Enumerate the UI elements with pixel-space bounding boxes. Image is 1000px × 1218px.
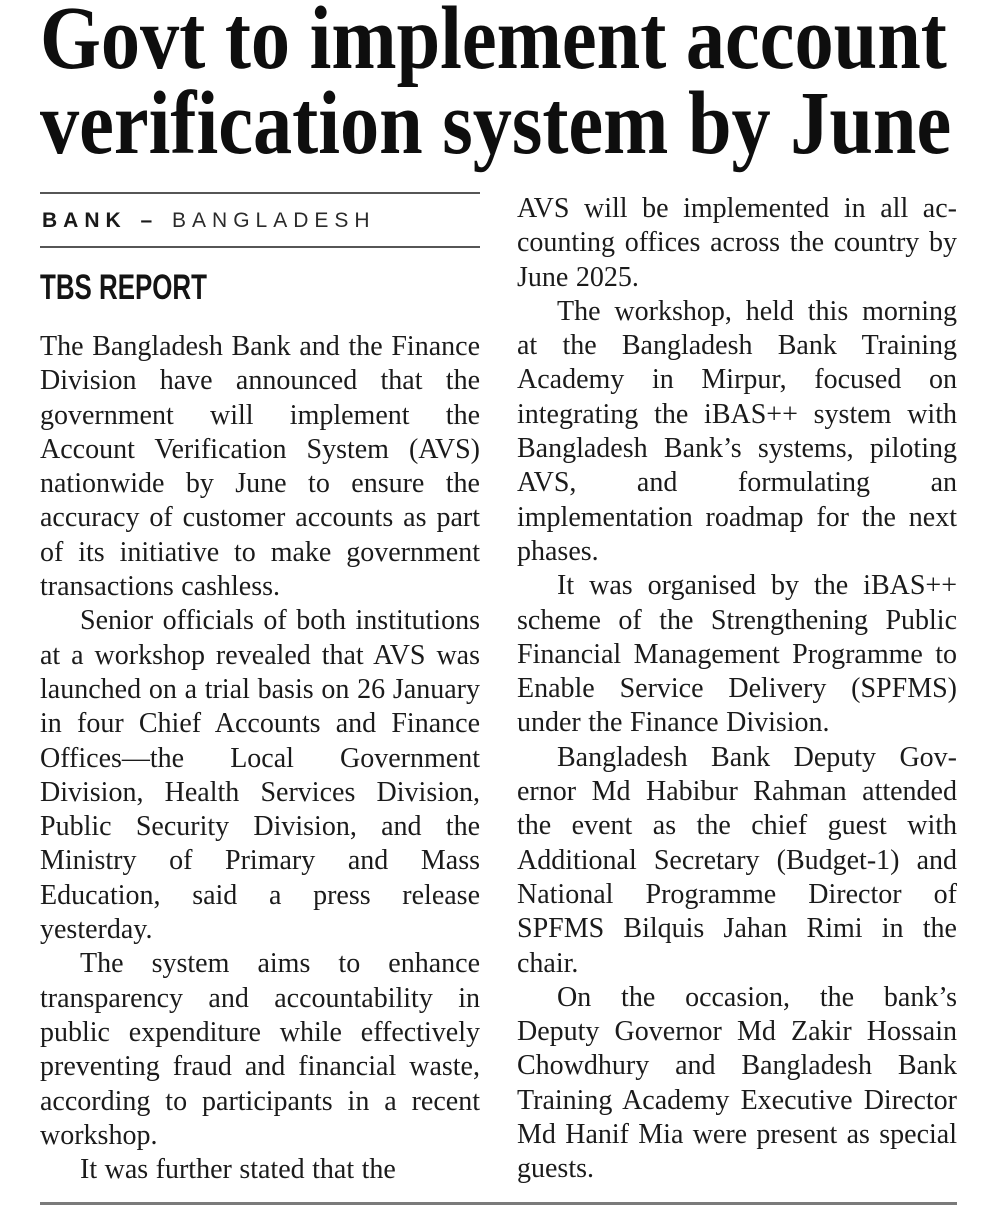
right-column — [517, 192, 957, 1187]
headline-line-2: verification system by June — [40, 74, 952, 173]
kicker-separator: – — [140, 209, 159, 232]
kicker-region-label: BANGLADESH — [172, 209, 376, 232]
kicker — [40, 192, 480, 248]
body-paragraph: AVS will be implemented in all accounting offices across the country by June 2025. — [517, 193, 957, 293]
body-paragraph: Bangladesh Bank Deputy Governor Md Habibur Rahman attended the event as the chief guest with Additional Secretary (Budget-1) and National Programme Director of SPFMS Bilquis Jahan Rimi in the chair. — [517, 741, 957, 979]
article-headline — [40, 0, 957, 172]
left-column — [40, 192, 480, 1187]
article-columns — [40, 192, 957, 1187]
headline-line-1: Govt to implement account — [40, 0, 947, 88]
byline: TBS REPORT — [40, 268, 207, 307]
body-paragraph: It was organised by the iBAS++ scheme of the Strengthening Public Financial Management Programme to Enable Service Delivery (SPFMS) under the Finance Division. — [517, 570, 957, 739]
body-paragraph: The Bangladesh Bank and the Finance Division have announced that the government will implement the Account Verification System (AVS) nationwide by June to ensure the accuracy of customer accounts as part of its initiative to make government transactions cashless. — [40, 331, 480, 603]
kicker-section-label: BANK — [42, 209, 127, 232]
left-column-body — [40, 330, 480, 1187]
bottom-divider — [40, 1202, 957, 1205]
body-paragraph: It was further stated that the — [80, 1154, 396, 1186]
body-paragraph: Senior officials of both institutions at a workshop revealed that AVS was launched on a trial basis on 26 January in four Chief Accounts and Finance Offices—the Local Government Division, Health Services Division, Public Security Division, and the Ministry of Primary and Mass Education, said a press release yesterday. — [40, 605, 480, 946]
body-paragraph: On the occasion, the bank’s Deputy Governor Md Zakir Hossain Chowdhury and Bangladesh Bank Training Academy Executive Director Md Hanif Mia were present as special guests. — [517, 981, 957, 1185]
body-paragraph: The system aims to enhance transparency and accountability in public expenditure while effectively preventing fraud and financial waste, according to participants in a recent workshop. — [40, 948, 480, 1151]
body-paragraph: The workshop, held this morning at the Bangladesh Bank Training Academy in Mirpur, focused on integrating the iBAS++ system with Bangladesh Bank’s systems, piloting AVS, and formulating an implementation roadmap for the next phases. — [517, 295, 957, 567]
